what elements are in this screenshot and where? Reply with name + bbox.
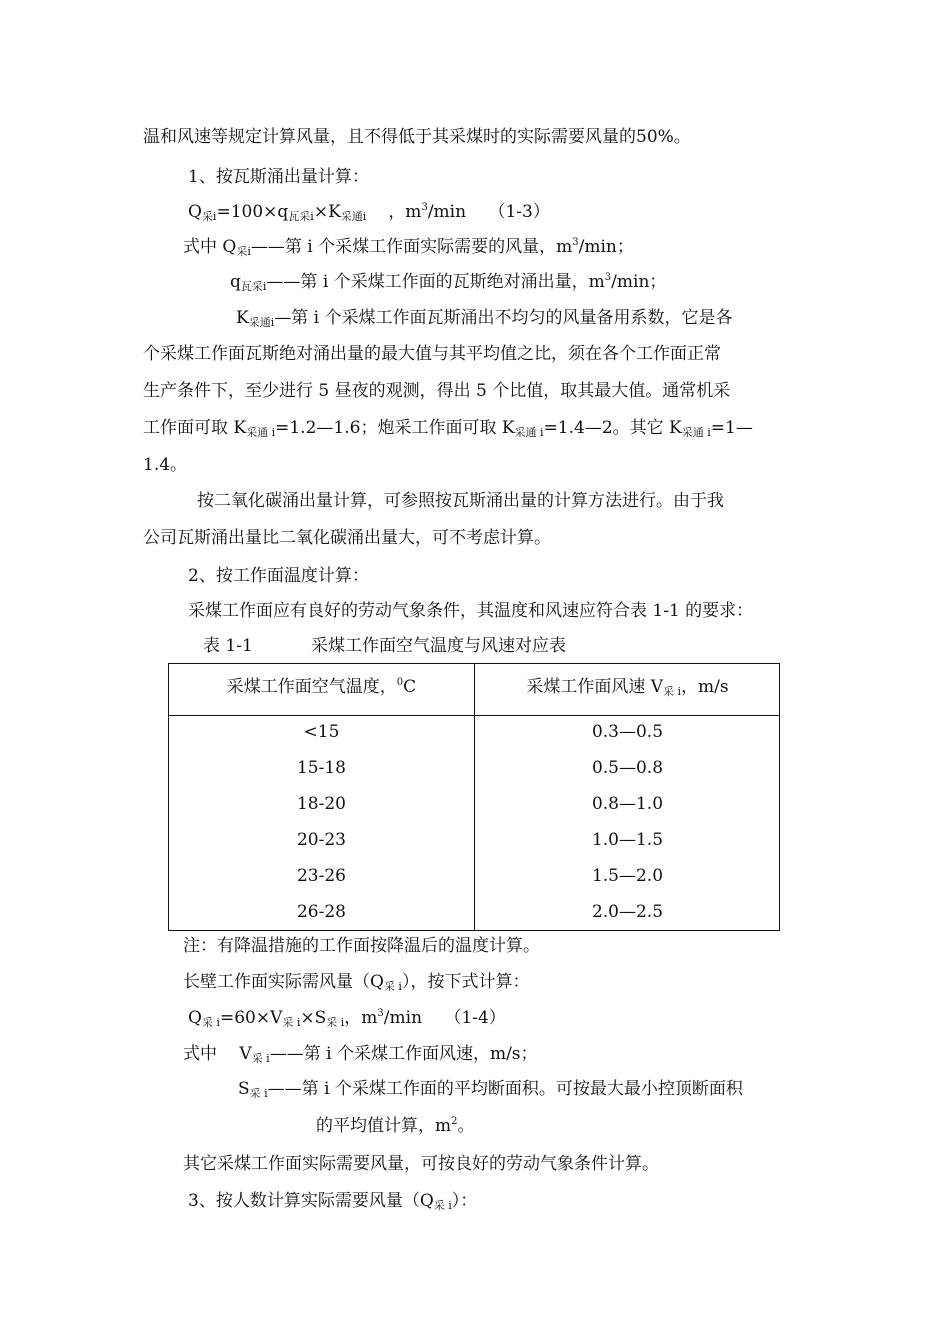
- definition-line: [183, 1043, 538, 1067]
- table-caption-number: 表 1-1: [203, 636, 253, 656]
- def-text: /min；: [578, 237, 634, 257]
- table-cell-temperature: 18-20: [296, 794, 346, 814]
- formula-text: ，m: [344, 1008, 378, 1028]
- para-sub: 采 i: [383, 980, 402, 993]
- para-text: =1.4—2。其它 K: [543, 418, 682, 438]
- table-cell-temperature: <15: [303, 722, 340, 742]
- para-sub: 采通 i: [246, 426, 276, 439]
- def-sub: 采通i: [248, 316, 275, 329]
- para-text: =1.2—1.6；炮采工作面可取 K: [275, 418, 515, 438]
- paragraph-line: 按二氧化碳涌出量计算，可参照按瓦斯涌出量的计算方法进行。由于我: [197, 491, 724, 511]
- definition-line: [238, 1078, 743, 1102]
- formula-sub: 采i: [201, 210, 217, 223]
- def-text: S: [238, 1079, 250, 1099]
- table-cell-wind-speed: 1.5—2.0: [591, 866, 664, 886]
- table-header-temperature: [169, 676, 474, 701]
- def-text: ——第 i 个采煤工作面风速，m/s；: [269, 1044, 538, 1064]
- para-sub: 采通 i: [681, 426, 711, 439]
- formula-text: Q: [188, 1008, 202, 1028]
- def-text: 式中 Q: [183, 237, 237, 257]
- formula-sub: 采通i: [340, 210, 367, 223]
- formula-sub: 采 i: [201, 1016, 220, 1029]
- header-text: 采煤工作面空气温度，: [226, 677, 397, 697]
- def-text: ——第 i 个采煤工作面的瓦斯绝对涌出量，m: [266, 272, 605, 292]
- header-text: ，m/s: [681, 677, 729, 697]
- header-text: 采煤工作面风速 V: [526, 677, 664, 697]
- def-text: q: [230, 272, 241, 292]
- table-header-wind-speed: [475, 676, 780, 700]
- def-sub: 采 i: [251, 1052, 270, 1065]
- table-cell-temperature: 23-26: [296, 866, 346, 886]
- def-text: —第 i 个采煤工作面瓦斯涌出不均匀的风量备用系数，它是各: [274, 308, 733, 328]
- paragraph-line: [183, 971, 529, 995]
- table-divider: [169, 715, 779, 716]
- table-cell-wind-speed: 0.8—1.0: [591, 794, 664, 814]
- def-text: ——第 i 个采煤工作面的平均断面积。可按最大最小控顶断面积: [267, 1079, 743, 1099]
- paragraph-line: 生产条件下，至少进行 5 昼夜的观测，得出 5 个比值，取其最大值。通常机采: [143, 381, 731, 401]
- paragraph-line: 1.4。: [143, 455, 188, 475]
- heading-sub: 采 i: [433, 1199, 452, 1212]
- heading-text: 3、按人数计算实际需要风量（Q: [188, 1191, 434, 1211]
- formula-text: =60×V: [219, 1008, 283, 1028]
- formula-sub: 采 i: [282, 1016, 301, 1029]
- formula-text: /min （1-3）: [427, 202, 550, 222]
- paragraph-line: [143, 417, 753, 441]
- formula-sup: 3: [377, 1008, 384, 1019]
- def-sub: 采i: [236, 245, 251, 258]
- para-text: =1—: [710, 418, 753, 438]
- table-cell-wind-speed: 0.5—0.8: [591, 758, 664, 778]
- para-text: 工作面可取 K: [143, 418, 247, 438]
- section-heading: 2、按工作面温度计算：: [188, 566, 369, 586]
- section-heading: 1、按瓦斯涌出量计算：: [188, 167, 369, 187]
- definition-line: [316, 1115, 475, 1140]
- table-cell-wind-speed: 2.0—2.5: [591, 902, 664, 922]
- paragraph-line: 温和风速等规定计算风量，且不得低于其采煤时的实际需要风量的50%。: [143, 127, 691, 147]
- definition-line: [230, 271, 666, 296]
- formula-text: =100×q: [216, 202, 289, 222]
- def-text: ——第 i 个采煤工作面实际需要的风量，m: [250, 237, 573, 257]
- header-sub: 采 i: [663, 685, 682, 698]
- table-cell-temperature: 15-18: [296, 758, 346, 778]
- table-note: 注：有降温措施的工作面按降温后的温度计算。: [183, 936, 540, 956]
- table-cell-temperature: 20-23: [296, 830, 346, 850]
- def-text: K: [236, 308, 249, 328]
- formula-sub: 采 i: [326, 1016, 345, 1029]
- paragraph-line: 公司瓦斯涌出量比二氧化碳涌出量大，可不考虑计算。: [143, 528, 551, 548]
- def-sup: 3: [572, 237, 579, 248]
- formula-sup: 3: [421, 202, 428, 213]
- formula-text: ×S: [300, 1008, 327, 1028]
- def-text: 的平均值计算，m: [316, 1116, 452, 1136]
- formula-text: Q: [188, 202, 202, 222]
- temperature-wind-table: [168, 663, 780, 931]
- para-text: ），按下式计算：: [401, 972, 530, 992]
- table-cell-wind-speed: 0.3—0.5: [591, 722, 664, 742]
- def-text: 。: [457, 1116, 475, 1136]
- formula-text: ，m: [388, 202, 422, 222]
- formula-1-4: [188, 1007, 506, 1032]
- table-cell-temperature: 26-28: [296, 902, 346, 922]
- header-sup: 0: [396, 677, 404, 688]
- table-caption-title: 采煤工作面空气温度与风速对应表: [311, 636, 566, 656]
- formula-sub: 瓦采i: [288, 210, 314, 223]
- def-text: 式中 V: [183, 1044, 252, 1064]
- heading-text: ）：: [451, 1191, 478, 1211]
- para-text: 长壁工作面实际需风量（Q: [183, 972, 384, 992]
- definition-line: [183, 236, 634, 261]
- para-sub: 采通 i: [514, 426, 544, 439]
- table-cell-wind-speed: 1.0—1.5: [591, 830, 664, 850]
- paragraph-line: 其它采煤工作面实际需要风量，可按良好的劳动气象条件计算。: [183, 1154, 659, 1174]
- def-text: /min；: [611, 272, 667, 292]
- def-sub: 采 i: [249, 1087, 268, 1100]
- def-sup: 2: [451, 1116, 458, 1127]
- formula-text: ×K: [313, 202, 341, 222]
- def-sub: 瓦采i: [240, 280, 267, 293]
- def-sup: 3: [604, 272, 612, 283]
- definition-line: [236, 307, 732, 331]
- formula-1-3: [188, 201, 550, 226]
- formula-text: /min （1-4）: [383, 1008, 506, 1028]
- section-heading: [188, 1190, 477, 1214]
- header-text: C: [403, 677, 417, 697]
- paragraph-line: 个采煤工作面瓦斯绝对涌出量的最大值与其平均值之比，须在各个工作面正常: [143, 344, 721, 364]
- paragraph-line: 采煤工作面应有良好的劳动气象条件，其温度和风速应符合表 1-1 的要求：: [188, 601, 754, 621]
